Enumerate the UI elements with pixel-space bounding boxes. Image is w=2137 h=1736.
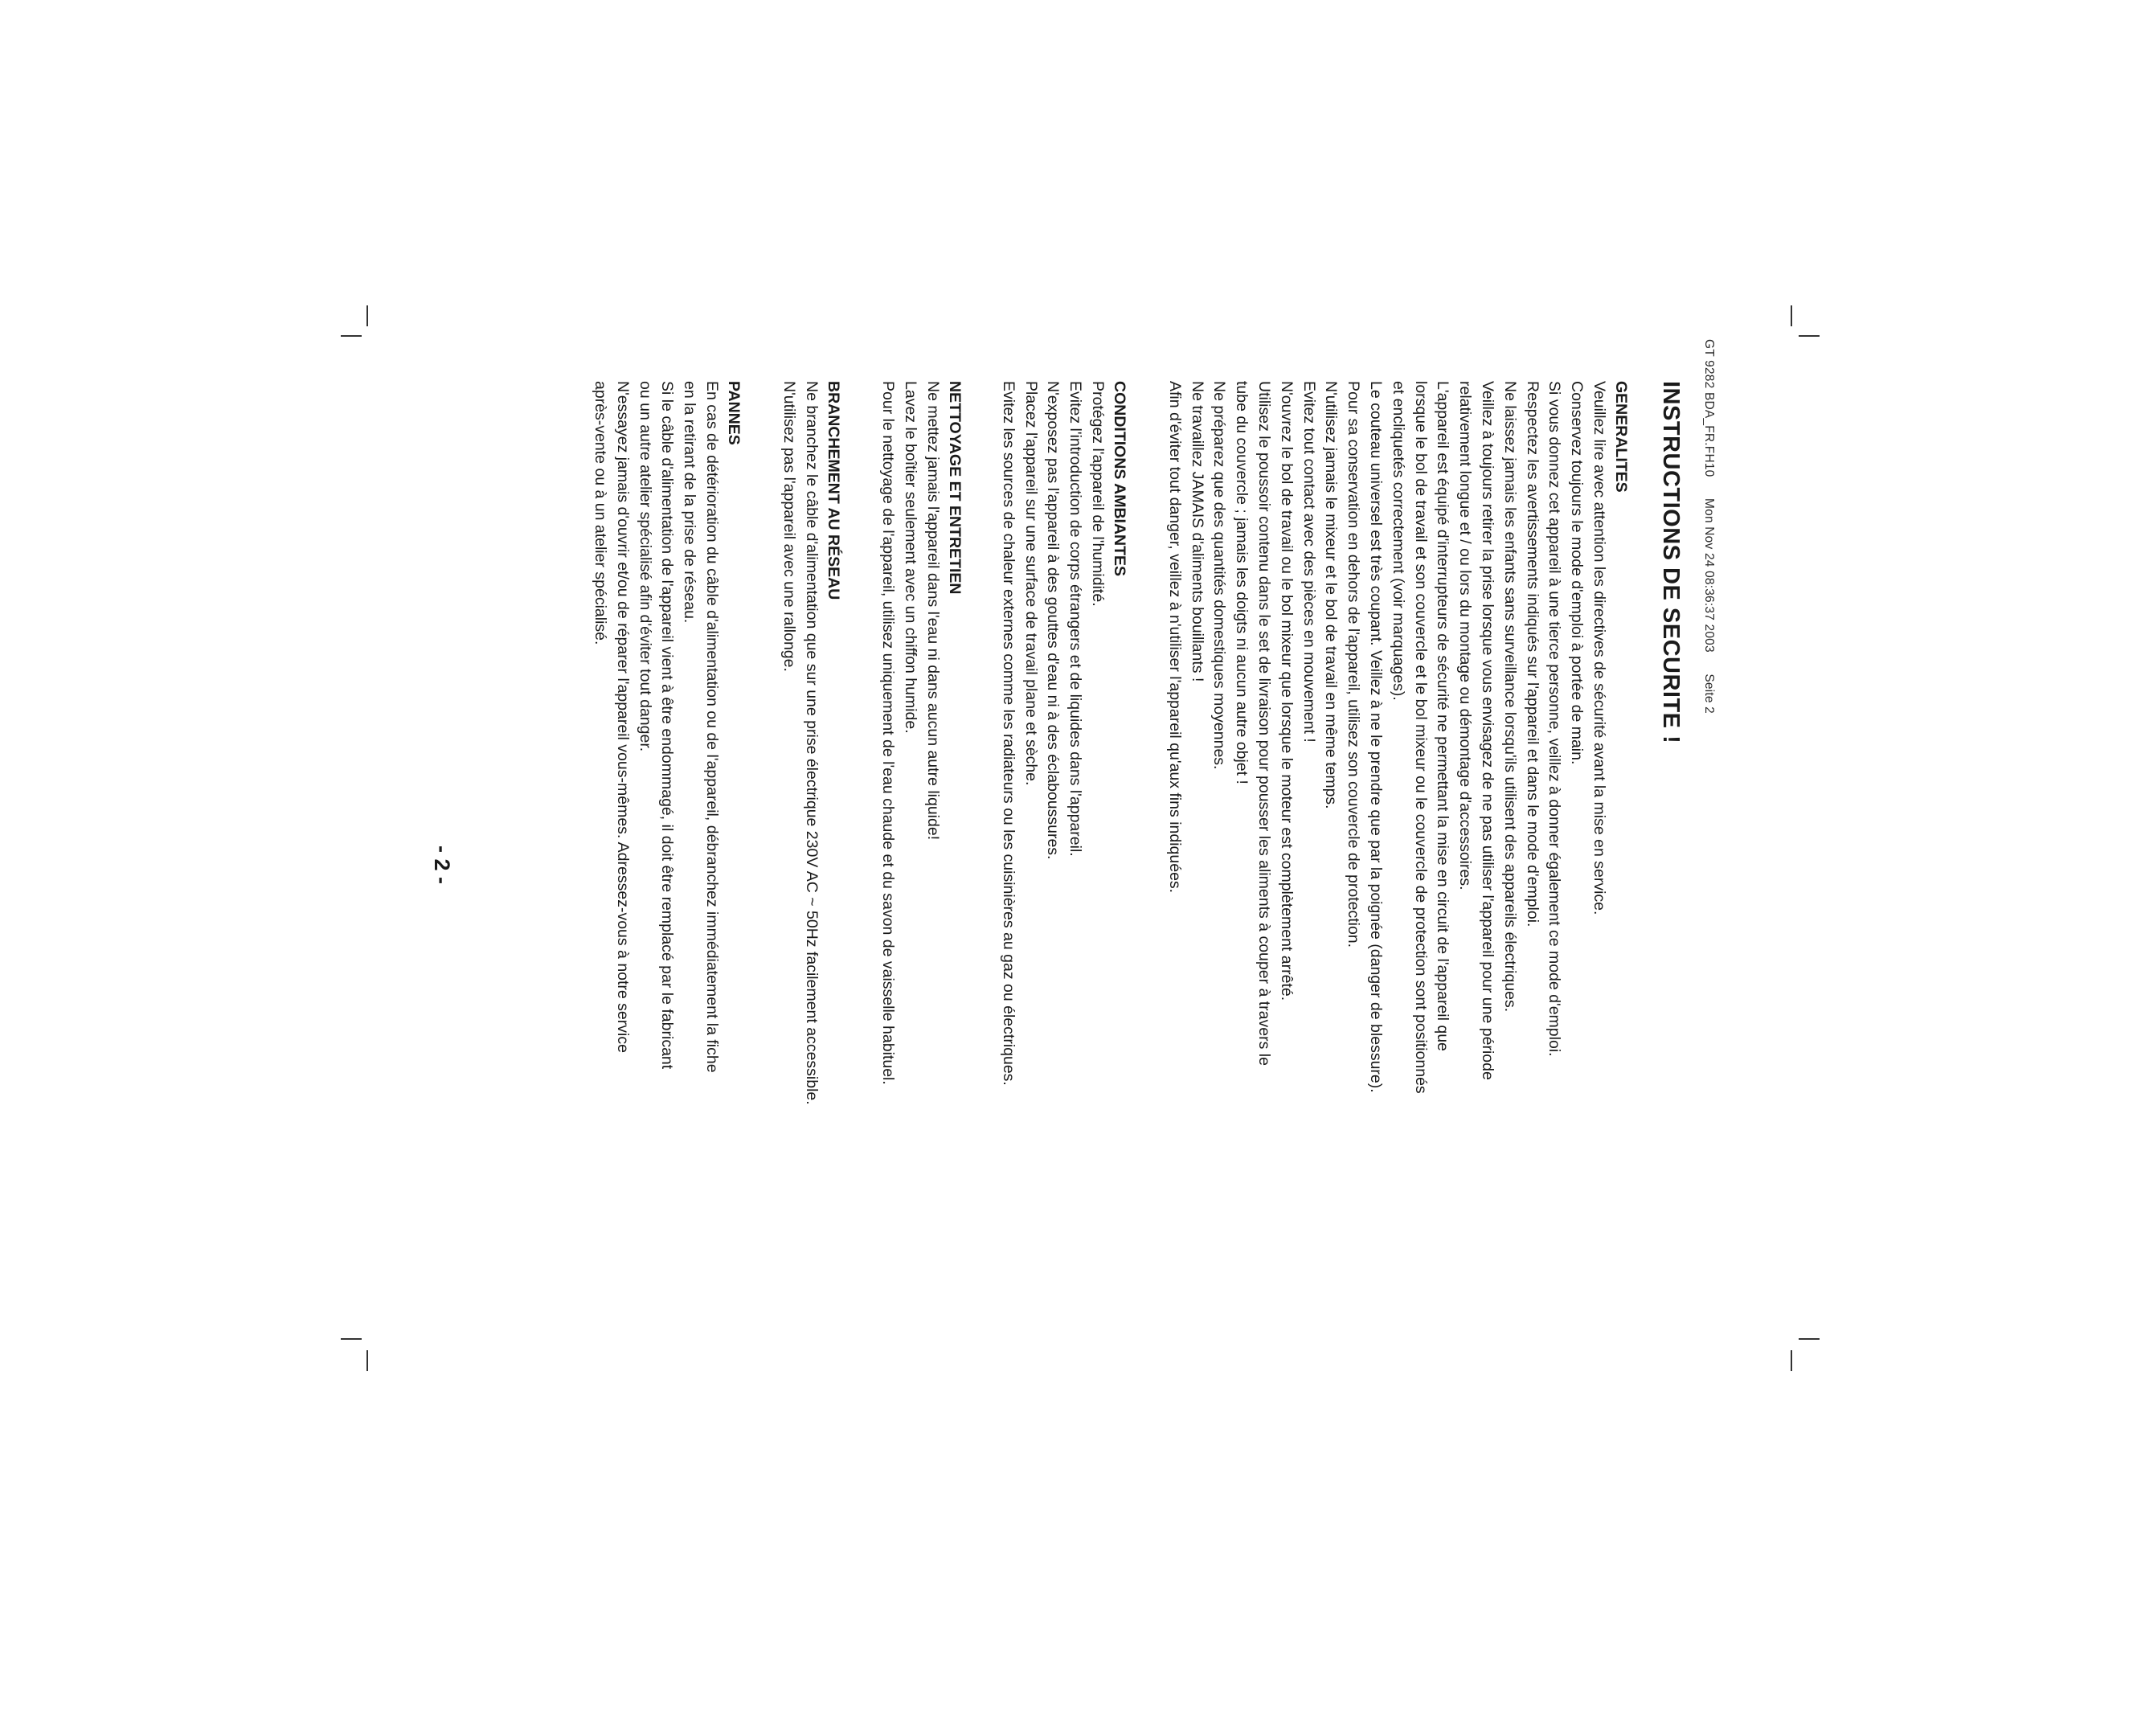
section-pannes bbox=[588, 381, 745, 1635]
text-line: Respectez les avertissements indiqués sur l'appareil et dans le mode d'emploi. bbox=[1523, 381, 1541, 927]
text-line: Ne branchez le câble d'alimentation que sur une prise électrique 230V AC ~ 50Hz facilement accessible. bbox=[802, 381, 821, 1105]
section-heading: NETTOYAGE ET ENTRETIEN bbox=[946, 381, 964, 595]
text-line: Si vous donnez cet appareil à une tierce personne, veillez à donner également ce mode d'emploi. bbox=[1545, 381, 1564, 1057]
text-line: relativement longue et / ou lors du montage ou démontage d'accessoires. bbox=[1456, 381, 1475, 891]
crop-mark bbox=[1791, 305, 1792, 326]
text-line: N'utilisez jamais le mixeur et le bol de travail en même temps. bbox=[1322, 381, 1341, 809]
text-line: Protégez l'appareil de l'humidité. bbox=[1089, 381, 1107, 607]
header-date: Mon Nov 24 08:36:37 2003 bbox=[1702, 498, 1716, 653]
text-line: Evitez tout contact avec des pièces en mouvement ! bbox=[1300, 381, 1318, 743]
text-line: N'utilisez pas l'appareil avec une rallonge. bbox=[780, 381, 798, 672]
crop-mark bbox=[1791, 1350, 1792, 1371]
text-line: Pour le nettoyage de l'appareil, utilisez uniquement de l'eau chaude et du savon de vaisselle habituel. bbox=[879, 381, 898, 1085]
section-branchement-au-r-seau bbox=[777, 381, 845, 1635]
text-line: Afin d'éviter tout danger, veillez à n'utiliser l'appareil qu'aux fins indiquées. bbox=[1165, 381, 1184, 894]
text-line: Placez l'appareil sur une surface de travail plane et sèche. bbox=[1021, 381, 1040, 786]
text-line: Veuillez lire avec attention les directives de sécurité avant la mise en service. bbox=[1590, 381, 1608, 915]
text-line: N'exposez pas l'appareil à des gouttes d'eau ni à des éclaboussures. bbox=[1044, 381, 1062, 860]
text-line: Evitez l'introduction de corps étrangers et de liquides dans l'appareil. bbox=[1066, 381, 1085, 857]
page-number: - 2 - bbox=[430, 845, 454, 885]
section-conditions-ambiantes bbox=[997, 381, 1131, 1635]
crop-mark bbox=[1799, 1338, 1820, 1340]
text-line: Lavez le boîtier seulement avec un chiffon humide. bbox=[902, 381, 920, 734]
text-line: Le couteau universel est très coupant. Veillez à ne le prendre que par la poignée (danger de blessure). bbox=[1367, 381, 1386, 1093]
crop-mark bbox=[1799, 335, 1820, 337]
text-line: En cas de détérioration du câble d'alimentation ou de l'appareil, débranchez immédiatement la fiche bbox=[703, 381, 722, 1073]
crop-mark bbox=[366, 1350, 368, 1371]
section-heading: PANNES bbox=[725, 381, 743, 445]
text-line: L'appareil est équipé d'interrupteurs de sécurité ne permettant la mise en circuit de l'appareil que bbox=[1434, 381, 1452, 1051]
sections-container bbox=[556, 381, 1632, 1635]
text-line: ou un autre atelier spécialisé afin d'éviter tout danger. bbox=[636, 381, 654, 752]
text-line: Ne laissez jamais les enfants sans surveillance lorsqu'ils utilisent des appareils électriques. bbox=[1500, 381, 1519, 1013]
section-heading: GENERALITES bbox=[1612, 381, 1630, 493]
text-line: N'ouvrez le bol de travail ou le bol mixeur que lorsque le moteur est complètement arrêté. bbox=[1277, 381, 1296, 1001]
text-line: Conservez toujours le mode d'emploi à portée de main. bbox=[1568, 381, 1586, 765]
section-heading: BRANCHEMENT AU RÉSEAU bbox=[824, 381, 842, 600]
text-line: Evitez les sources de chaleur externes comme les radiateurs ou les cuisinières au gaz ou électriques. bbox=[999, 381, 1017, 1086]
section-generalites bbox=[1163, 381, 1632, 1635]
page-title: INSTRUCTIONS DE SECURITE ! bbox=[1658, 381, 1684, 744]
text-line: Si le câble d'alimentation de l'appareil vient à être endommagé, il doit être remplacé par le fabricant bbox=[658, 381, 677, 1070]
text-line: lorsque le bol de travail et son couvercle et le bol mixeur ou le couvercle de protection sont positionnés bbox=[1411, 381, 1430, 1094]
text-line: Veillez à toujours retirer la prise lorsque vous envisagez de ne pas utiliser l'appareil pour une période bbox=[1479, 381, 1497, 1080]
text-line: en la retirant de la prise de réseau. bbox=[681, 381, 699, 624]
header-page-label: Seite 2 bbox=[1702, 674, 1716, 714]
text-line: tube du couvercle ; jamais les doigts ni aucun autre objet ! bbox=[1233, 381, 1251, 784]
text-line: et encliquetés correctement (voir marquages). bbox=[1389, 381, 1407, 701]
crop-mark bbox=[366, 305, 368, 326]
text-line: N'essayez jamais d'ouvrir et/ou de réparer l'appareil vous-mêmes. Adressez-vous à notre service bbox=[613, 381, 632, 1053]
text-line: Pour sa conservation en dehors de l'appareil, utilisez son couvercle de protection. bbox=[1345, 381, 1363, 948]
section-heading: CONDITIONS AMBIANTES bbox=[1111, 381, 1129, 577]
text-line: Ne mettez jamais l'appareil dans l'eau ni dans aucun autre liquide! bbox=[924, 381, 943, 841]
crop-mark bbox=[341, 1338, 362, 1340]
document-page bbox=[390, 338, 1716, 1736]
section-nettoyage-et-entretien bbox=[877, 381, 966, 1635]
text-line: Utilisez le poussoir contenu dans le set de livraison pour pousser les aliments à couper à travers le bbox=[1255, 381, 1274, 1066]
crop-mark bbox=[341, 335, 362, 337]
text-line: après-vente ou à un atelier spécialisé. bbox=[592, 381, 610, 645]
header-file: GT 9282 BDA_FR.FH10 bbox=[1702, 339, 1716, 477]
print-header bbox=[1701, 339, 1716, 731]
text-line: Ne travaillez JAMAIS d'aliments bouillants ! bbox=[1188, 381, 1206, 682]
text-line: Ne préparez que des quantités domestiques moyennes. bbox=[1210, 381, 1229, 770]
